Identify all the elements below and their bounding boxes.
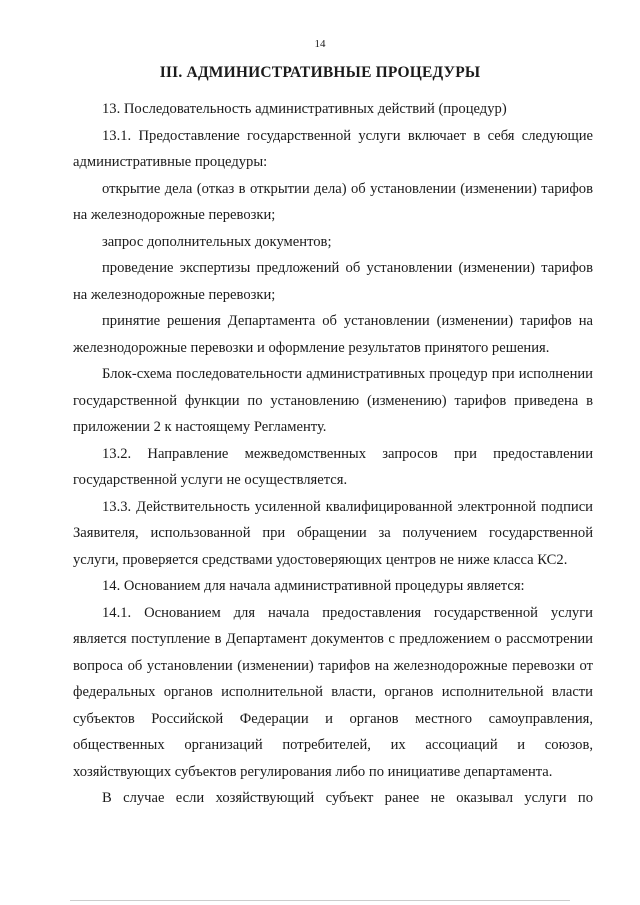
paragraph-13-2: 13.2. Направление межведомственных запросов при предоставлении государственной услуги не осуществляется. bbox=[73, 445, 593, 488]
paragraph-14-1: 14.1. Основанием для начала предоставления государственной услуги является поступление в Департамент документов с предложением о рассмотрении вопроса об установлении (изменении) тарифов на железнодорожные перевозки от федеральных органов исполнительной власти, органов исполнительной власти субъектов Российской Федерации и органов местного самоуправления, общественных организаций потребителей, их ассоциаций и союзов, хозяйствующих субъектов регулирования либо по инициативе департамента. bbox=[73, 604, 593, 780]
document-body bbox=[73, 96, 593, 812]
list-item-expertise: проведение экспертизы предложений об установлении (изменении) тарифов на железнодорожные перевозки; bbox=[73, 260, 593, 303]
list-item-decision: принятие решения Департамента об установлении (изменении) тарифов на железнодорожные перевозки и оформление результатов принятого решения. bbox=[73, 313, 593, 356]
page-bottom-edge bbox=[70, 900, 570, 901]
list-item-request-documents: запрос дополнительных документов; bbox=[102, 233, 332, 250]
paragraph-13-1: 13.1. Предоставление государственной услуги включает в себя следующие административные процедуры: bbox=[73, 127, 593, 170]
paragraph-13-3: 13.3. Действительность усиленной квалифицированной электронной подписи Заявителя, использованной при обращении за получением государственной услуги, проверяется средствами удостоверяющих центров не ниже класса КС2. bbox=[73, 498, 593, 568]
paragraph-flowchart: Блок-схема последовательности административных процедур при исполнении государственной функции по установлению (изменению) тарифов приведена в приложении 2 к настоящему Регламенту. bbox=[73, 366, 593, 435]
page-number: 14 bbox=[314, 38, 326, 50]
section-heading: III. АДМИНИСТРАТИВНЫЕ ПРОЦЕДУРЫ bbox=[159, 64, 481, 81]
paragraph-continuation: В случае если хозяйствующий субъект ранее не оказывал услуги по bbox=[102, 790, 593, 806]
paragraph-13: 13. Последовательность административных действий (процедур) bbox=[102, 101, 507, 117]
list-item-opening-case: открытие дела (отказ в открытии дела) об установлении (изменении) тарифов на железнодорожные перевозки; bbox=[73, 180, 593, 223]
paragraph-14: 14. Основанием для начала административной процедуры является: bbox=[102, 578, 525, 594]
